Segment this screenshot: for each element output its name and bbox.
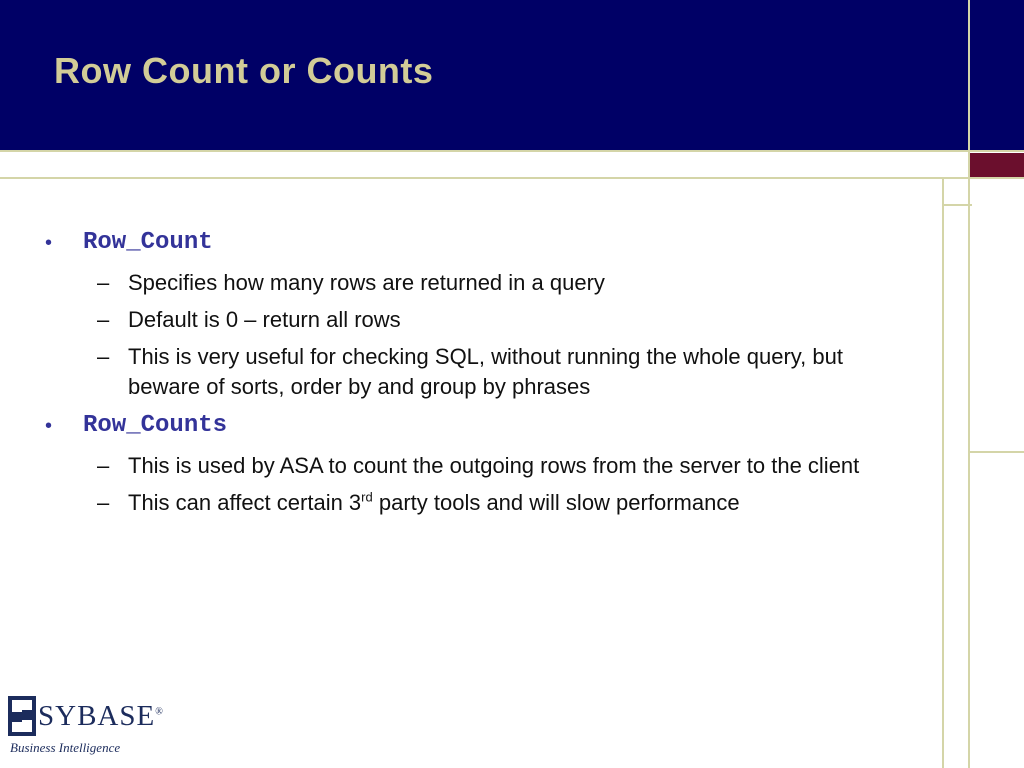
sub-item-text: Specifies how many rows are returned in a query	[128, 270, 605, 295]
sub-item-text-part: This can affect certain 3	[128, 490, 362, 515]
slide-title: Row Count or Counts	[54, 50, 434, 91]
bullet-label: Row_Count	[83, 229, 213, 256]
frame-line-content-right	[942, 177, 944, 768]
sybase-mark-icon	[8, 696, 36, 736]
bullet-dot-icon: •	[45, 232, 53, 254]
accent-bar	[970, 153, 1024, 177]
dash-icon: –	[97, 344, 110, 369]
dash-icon: –	[97, 490, 110, 515]
frame-line-small	[942, 204, 972, 206]
sub-item-text: This is very useful for checking SQL, without running the whole query, but beware of sorts, order by and group by phrases	[128, 344, 843, 399]
sub-item	[45, 268, 905, 298]
frame-line-header-bottom	[0, 177, 1024, 179]
superscript-text: rd	[361, 489, 373, 505]
header-corner-block	[970, 0, 1024, 150]
bullet-row-count	[45, 226, 905, 260]
logo-wordmark: SYBASE®	[38, 700, 164, 732]
dash-icon: –	[97, 453, 110, 478]
sub-item-text	[128, 490, 740, 515]
sub-item-text: This is used by ASA to count the outgoing rows from the server to the client	[128, 453, 860, 478]
bullet-row-counts	[45, 409, 905, 443]
bullet-list	[45, 226, 905, 525]
bullet-dot-icon: •	[45, 415, 53, 437]
frame-line-side	[968, 451, 1024, 453]
sub-item	[45, 305, 905, 335]
frame-line-top	[0, 150, 1024, 152]
sub-item	[45, 451, 905, 481]
sub-item	[45, 342, 905, 402]
header-band	[0, 0, 968, 150]
dash-icon: –	[97, 307, 110, 332]
frame-line-right	[968, 0, 970, 768]
sybase-logo	[8, 694, 164, 760]
dash-icon: –	[97, 270, 110, 295]
sub-item-text: Default is 0 – return all rows	[128, 307, 401, 332]
bullet-label: Row_Counts	[83, 412, 228, 439]
logo-tagline: Business Intelligence	[10, 740, 121, 755]
sub-item-text-part: party tools and will slow performance	[372, 490, 740, 515]
sub-item	[45, 488, 905, 518]
